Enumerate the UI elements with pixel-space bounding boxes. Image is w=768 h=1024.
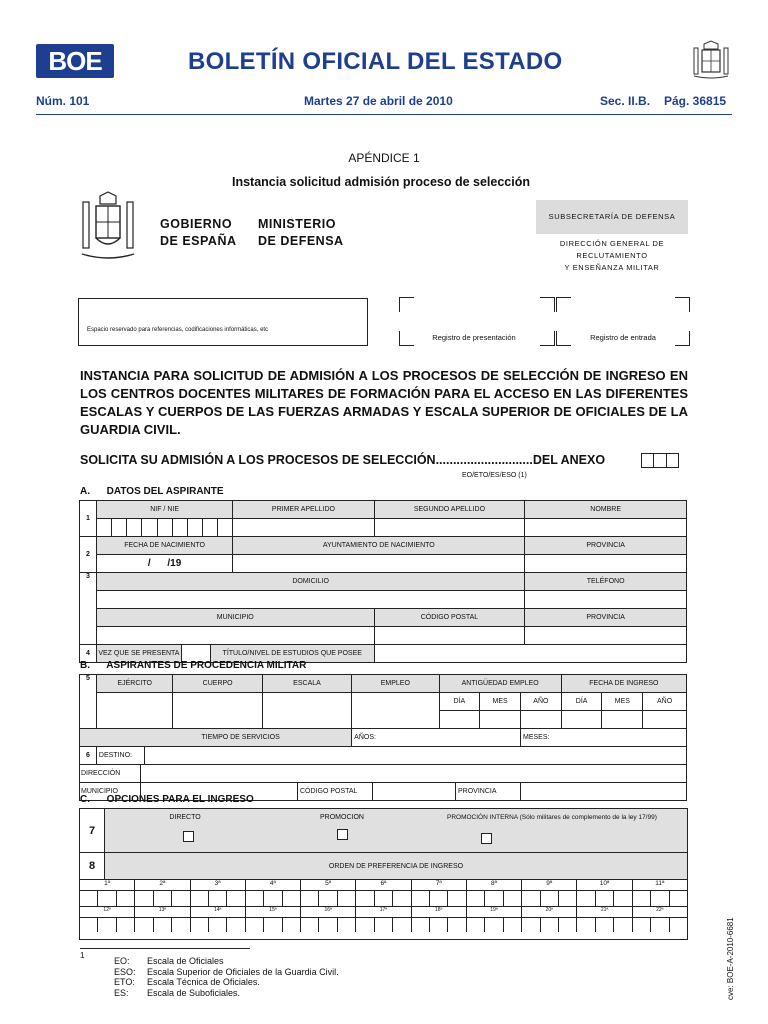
footnote-code: ES: (114, 987, 129, 998)
ingreso-dia-label: DÍA (561, 693, 602, 711)
provincia-input-b[interactable] (521, 783, 686, 800)
preference-row-2-labels (80, 907, 687, 917)
pref-input[interactable] (412, 891, 467, 906)
pref-input[interactable] (80, 918, 135, 932)
ayuntamiento-input[interactable] (233, 555, 525, 573)
domicilio-input[interactable] (96, 591, 524, 609)
subsecretaria-box: SUBSECRETARÍA DE DEFENSA (536, 200, 688, 234)
municipio-header: MUNICIPIO (96, 609, 374, 627)
municipio-label-b: MUNICIPIO (80, 783, 141, 800)
pref-label: 2ª (135, 880, 190, 890)
government-line-1: GOBIERNO (160, 217, 233, 231)
provincia-header-2: PROVINCIA (525, 609, 687, 627)
cve-code: cve: BOE-A-2010-6681 (726, 917, 735, 1000)
promocion-interna-label: PROMOCIÓN INTERNA (Sólo militares de complemento de la ley 17/99) (447, 814, 657, 821)
registro-entrada-label: Registro de entrada (590, 333, 656, 342)
pref-input[interactable] (246, 918, 301, 932)
tiempo-servicios-label: TIEMPO DE SERVICIOS (201, 734, 280, 741)
pref-label: 4ª (246, 880, 301, 890)
cuerpo-header: CUERPO (173, 675, 262, 693)
antig-dia-label: DÍA (439, 693, 480, 711)
pref-label: 9ª (522, 880, 577, 890)
footnote-code: ESO: (114, 966, 136, 977)
footnote-code: ETO: (114, 977, 135, 987)
boe-logo: BOE (36, 44, 114, 78)
pref-input[interactable] (80, 891, 135, 906)
footnote-item (114, 967, 339, 978)
section-c-box (79, 808, 688, 940)
pref-input[interactable] (577, 891, 632, 906)
issue-number: Núm. 101 (36, 94, 90, 108)
solicita-line: SOLICITA SU ADMISIÓN A LOS PROCESOS DE SELECCIÓN............................DEL ANEXO (80, 453, 606, 467)
preference-row-1-labels (80, 880, 687, 890)
primer-apellido-input[interactable] (233, 519, 374, 537)
section-a-table (79, 500, 687, 663)
footnote-item (114, 977, 339, 988)
telefono-header: TELÉFONO (525, 573, 687, 591)
pref-label: 3ª (191, 880, 246, 890)
antiguedad-header: ANTIGÜEDAD EMPLEO (439, 675, 561, 693)
pref-label: 6ª (356, 880, 411, 890)
pref-input[interactable] (467, 891, 522, 906)
pref-input[interactable] (301, 891, 356, 906)
municipio-input[interactable] (96, 627, 374, 645)
antig-anio-input[interactable] (521, 711, 562, 729)
anios-input[interactable] (352, 729, 521, 747)
row-number-5: 5 (80, 675, 97, 729)
section-b-title: B. ASPIRANTES DE PROCEDENCIA MILITAR (80, 660, 307, 671)
ingreso-dia-input[interactable] (561, 711, 602, 729)
opciones-row (105, 809, 687, 853)
pref-label: 10ª (577, 880, 632, 890)
pref-label: 14ª (191, 907, 246, 917)
segundo-apellido-input[interactable] (374, 519, 525, 537)
page-number: Pág. 36815 (664, 94, 727, 108)
directo-label: DIRECTO (169, 814, 201, 821)
primer-apellido-header: PRIMER APELLIDO (233, 501, 374, 519)
dg-line-3: Y ENSEÑANZA MILITAR (564, 263, 660, 272)
ministry-line-1: MINISTERIO (258, 217, 336, 231)
row-number-2: 2 (80, 537, 97, 573)
spain-coat-of-arms-icon (80, 190, 136, 264)
pref-label: 13ª (135, 907, 190, 917)
pref-input[interactable] (522, 891, 577, 906)
pref-label: 16ª (301, 907, 356, 917)
anexo-code-input[interactable] (641, 453, 679, 468)
nombre-header: NOMBRE (525, 501, 687, 519)
pref-label: 21ª (577, 907, 632, 917)
footnote-text: Escala Superior de Oficiales de la Guardia Civil. (147, 966, 339, 977)
pref-label: 19ª (467, 907, 522, 917)
promocion-interna-checkbox[interactable] (481, 831, 492, 849)
orden-preferencia-header: ORDEN DE PREFERENCIA DE INGRESO (105, 853, 687, 880)
anios-label: AÑOS: (354, 734, 376, 741)
codigo-postal-header: CÓDIGO POSTAL (374, 609, 525, 627)
form-subtitle: Instancia solicitud admisión proceso de selección (231, 175, 530, 189)
pref-input[interactable] (191, 918, 246, 932)
ingreso-mes-input[interactable] (602, 711, 643, 729)
pref-label: 11ª (655, 880, 665, 887)
fecha-nacimiento-header: FECHA DE NACIMIENTO (96, 537, 232, 555)
destino-label: DESTINO: (97, 747, 145, 764)
escala-header: ESCALA (262, 675, 351, 693)
footnote-item (114, 988, 339, 999)
destino-input[interactable] (96, 747, 686, 765)
codigo-postal-input[interactable] (374, 627, 525, 645)
pref-label: 20ª (522, 907, 577, 917)
pref-input[interactable] (356, 918, 411, 932)
row-number-8: 8 (80, 853, 105, 880)
pref-input[interactable] (633, 891, 687, 906)
appendix-title: APÉNDICE 1 (348, 151, 420, 165)
row-number-1: 1 (80, 501, 97, 537)
direccion-label: DIRECCIÓN (80, 765, 141, 782)
page-title: BOLETÍN OFICIAL DEL ESTADO (188, 48, 563, 75)
pref-label: 15ª (246, 907, 301, 917)
anexo-code-cell[interactable] (642, 454, 654, 467)
footnote-item (114, 956, 339, 967)
instance-title: INSTANCIA PARA SOLICITUD DE ADMISIÓN A LOS PROCESOS DE SELECCIÓN DE INGRESO EN LOS CENTROS DOCENTES MILITARES DE FORMACIÓN PARA EL ACCESO EN LAS DIFERENTES ESCALAS Y CUERPOS DE LAS FUERZAS ARMADAS Y ESCALA SUPERIOR DE OFICIALES DE LA GUARDIA CIVIL. (80, 368, 688, 437)
pref-label: 1ª (80, 880, 135, 890)
pref-label: 22ª (656, 907, 664, 913)
antig-mes-label: MES (480, 693, 521, 711)
ayuntamiento-header: AYUNTAMIENTO DE NACIMIENTO (233, 537, 525, 555)
vez-header: VEZ QUE SE PRESENTA (97, 645, 182, 662)
pref-input[interactable] (577, 918, 632, 932)
meses-input[interactable] (521, 729, 687, 747)
empleo-input[interactable] (352, 693, 439, 729)
fecha-ingreso-header: FECHA DE INGRESO (561, 675, 686, 693)
cp-input-b[interactable] (373, 783, 456, 800)
reference-box-label: Espacio reservado para referencias, codificaciones informáticas, etc (87, 327, 269, 333)
issue-date: Martes 27 de abril de 2010 (304, 94, 453, 108)
header-divider (36, 114, 732, 115)
dg-line-2: RECLUTAMIENTO (576, 251, 648, 260)
footnote-text: Escala de Suboficiales. (147, 987, 241, 998)
registro-presentacion-label: Registro de presentación (432, 333, 516, 342)
government-label (160, 216, 237, 250)
fecha-nacimiento-input[interactable]: / /19 (96, 555, 232, 573)
ministry-label (258, 216, 344, 250)
pref-input[interactable] (522, 918, 577, 932)
ingreso-anio-label: AÑO (643, 693, 687, 711)
tiempo-servicios-header (80, 729, 352, 747)
provincia-input-2[interactable] (525, 627, 687, 645)
ingreso-mes-label: MES (602, 693, 643, 711)
pref-label: 8ª (467, 880, 522, 890)
section-c-title: C. OPCIONES PARA EL INGRESO (80, 794, 254, 805)
corner-mark (675, 297, 690, 312)
section-a-title: A. DATOS DEL ASPIRANTE (80, 486, 224, 497)
row-number-6: 6 (80, 747, 97, 765)
antig-mes-input[interactable] (480, 711, 521, 729)
section-label: Sec. II.B. (600, 94, 651, 108)
preference-row-2-inputs (80, 917, 687, 932)
footnote-text: Escala Técnica de Oficiales. (147, 977, 260, 987)
antig-anio-label: AÑO (521, 693, 562, 711)
pref-input[interactable] (135, 918, 190, 932)
row-number-4: 4 (80, 645, 97, 663)
pref-label: 7ª (412, 880, 467, 890)
corner-mark (556, 297, 571, 312)
nif-input[interactable] (96, 519, 232, 537)
domicilio-header: DOMICILIO (96, 573, 524, 591)
dg-line-1: DIRECCIÓN GENERAL DE (559, 239, 665, 248)
nombre-input[interactable] (525, 519, 687, 537)
pref-input[interactable] (135, 891, 190, 906)
promocion-checkbox[interactable] (337, 827, 348, 845)
titulo-header: TÍTULO/NIVEL DE ESTUDIOS QUE POSEE (222, 650, 362, 657)
footnote-code: EO: (114, 956, 130, 966)
pref-label: 12ª (80, 907, 135, 917)
pref-label: 18ª (412, 907, 467, 917)
empleo-header: EMPLEO (352, 675, 439, 693)
pref-label: 5ª (301, 880, 356, 890)
ejercito-header: EJÉRCITO (96, 675, 173, 693)
reference-box[interactable] (78, 298, 368, 346)
directo-checkbox[interactable] (183, 829, 194, 847)
segundo-apellido-header: SEGUNDO APELLIDO (374, 501, 525, 519)
footnote-mark: 1 (80, 951, 85, 960)
pref-label: 17ª (356, 907, 411, 917)
titulo-input[interactable] (374, 645, 686, 663)
pref-input[interactable] (633, 918, 687, 932)
corner-mark (399, 297, 414, 312)
anexo-code-cell[interactable] (667, 454, 678, 467)
pref-input[interactable] (467, 918, 522, 932)
preference-row-1-inputs (80, 890, 687, 907)
pref-input[interactable] (191, 891, 246, 906)
direccion-general (536, 238, 688, 274)
pref-input[interactable] (301, 918, 356, 932)
pref-input[interactable] (246, 891, 301, 906)
cp-label-b: CÓDIGO POSTAL (298, 783, 373, 800)
meses-label: MESES: (523, 734, 550, 741)
ingreso-anio-input[interactable] (643, 711, 687, 729)
pref-input[interactable] (356, 891, 411, 906)
anexo-code-cell[interactable] (654, 454, 666, 467)
provincia-header: PROVINCIA (525, 537, 687, 555)
cuerpo-input[interactable] (173, 693, 262, 729)
ejercito-input[interactable] (96, 693, 173, 729)
antig-dia-input[interactable] (439, 711, 480, 729)
footnote-text: Escala de Oficiales (147, 956, 224, 966)
footnote-divider (80, 948, 250, 949)
coat-of-arms-icon (690, 40, 732, 82)
ministry-line-2: DE DEFENSA (258, 234, 344, 248)
government-line-2: DE ESPAÑA (160, 234, 237, 248)
section-b-table (79, 674, 687, 801)
solicita-note: EO/ETO/ES/ESO (1) (462, 472, 527, 479)
footnote-list (114, 956, 339, 998)
provincia-label-b: PROVINCIA (456, 783, 521, 800)
provincia-input[interactable] (525, 555, 687, 573)
promocion-label: PROMOCION (320, 814, 364, 821)
nif-header: NIF / NIE (96, 501, 232, 519)
preference-grid (80, 880, 687, 932)
direccion-input[interactable] (80, 765, 687, 783)
row-number-7: 7 (80, 809, 105, 853)
escala-input[interactable] (262, 693, 351, 729)
pref-input[interactable] (412, 918, 467, 932)
telefono-input[interactable] (525, 591, 687, 609)
corner-mark (540, 297, 555, 312)
row-number-3: 3 (80, 573, 97, 645)
